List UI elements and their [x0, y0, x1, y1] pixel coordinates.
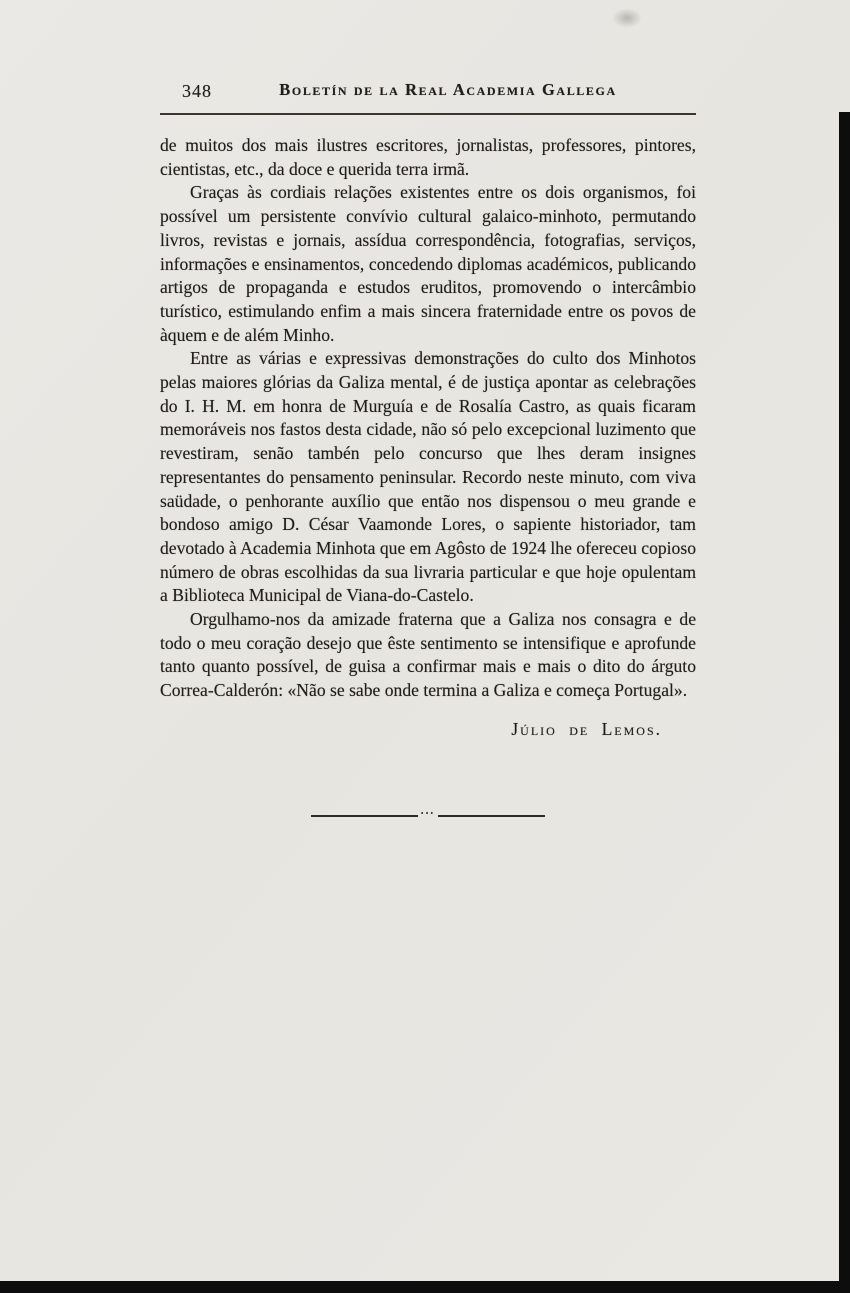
scan-smudge — [612, 8, 642, 28]
body-paragraph: Orgulhamo-nos da amizade fraterna que a Galiza nos consagra e de todo o meu coração desejo que êste sentimento se intensifique e aprofunde tanto quanto possível, de guisa a confirmar mais e mais o dito do árguto Correa-Calderón: «Não se sabe onde termina a Galiza e começa Portugal». — [160, 609, 696, 701]
scan-edge-bottom — [0, 1281, 850, 1293]
journal-title: Boletín de la Real Academia Gallega — [279, 80, 617, 99]
divider-ornament-icon: ••• — [420, 808, 436, 818]
page-header — [160, 80, 696, 106]
body-paragraph: Graças às cordiais relações existentes entre os dois organismos, foi possível um persistente convívio cultural galaico-minhoto, permutando livros, revistas e jornais, assídua correspondência, fotografias, serviços, informações e ensinamentos, concedendo diplomas académicos, publicando artigos de propaganda e estudos eruditos, promovendo o intercâmbio turístico, estimulando enfim a mais sincera fraternidade entre os povos de àquem e de além Minho. — [160, 182, 696, 345]
page-number: 348 — [182, 81, 212, 101]
article-body — [160, 134, 696, 703]
header-rule — [160, 113, 696, 115]
author-signature: Júlio de Lemos. — [511, 718, 662, 739]
body-paragraph: de muitos dos mais ilustres escritores, jornalistas, professores, pintores, cientistas, etc., da doce e querida terra irmã. — [160, 135, 696, 179]
body-paragraph: Entre as várias e expressivas demonstrações do culto dos Minhotos pelas maiores glórias da Galiza mental, é de justiça apontar as celebrações do I. H. M. em honra de Murguía e de Rosalía Castro, as quais ficaram memoráveis nos fastos desta cidade, não só pelo excepcional luzimento que revestiram, senão tambén pelo concurso que lhes deram insignes representantes do pensamento peninsular. Recordo neste minuto, com viva saüdade, o penhorante auxílio que então nos dispensou o meu grande e bondoso amigo D. César Vaamonde Lores, o sapiente historiador, tam devotado à Academia Minhota que em Agôsto de 1924 lhe ofereceu copioso número de obras escolhidas da sua livraria particular e que hoje opulentam a Biblioteca Municipal de Viana-do-Castelo. — [160, 348, 696, 606]
section-divider — [311, 808, 545, 820]
page-content — [160, 80, 696, 820]
scan-edge-right — [839, 112, 850, 1293]
